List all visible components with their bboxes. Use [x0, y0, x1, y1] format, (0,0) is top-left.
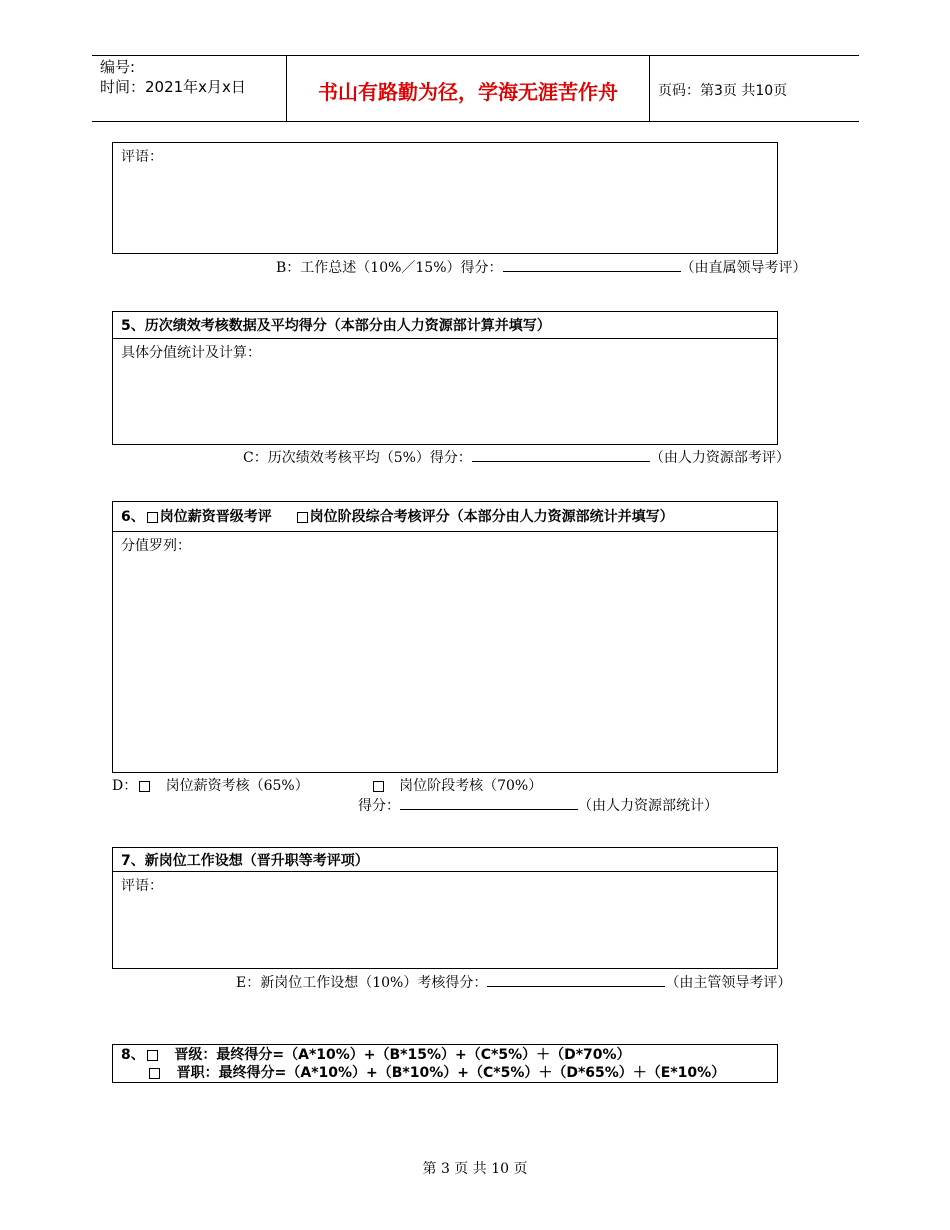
- header-code-label: 编号:: [100, 58, 136, 76]
- salary-upgrade-checkbox[interactable]: [147, 512, 158, 523]
- e-score-suffix: （由主管领导考评）: [665, 975, 792, 991]
- final-score-row-upgrade: [113, 1046, 777, 1064]
- header-time-label: 时间：2021年x月x日: [100, 78, 246, 96]
- page-footer: 第 3 页 共 10 页: [422, 1161, 528, 1177]
- section-6-body[interactable]: 分值罗列：: [121, 538, 191, 554]
- header-meta: [100, 57, 246, 97]
- header-page-label: 页码：第3页 共10页: [658, 83, 788, 99]
- b-score-prefix: B：工作总述（10%／15%）得分：: [276, 260, 503, 276]
- c-score-suffix: （由人力资源部考评）: [649, 450, 790, 466]
- section-8-num: 8、: [121, 1047, 145, 1063]
- d-opt2-checkbox[interactable]: [373, 781, 384, 792]
- section-6-box: [112, 501, 778, 773]
- d-opt1-checkbox[interactable]: [139, 781, 150, 792]
- section-5-body[interactable]: 具体分值统计及计算：: [121, 345, 261, 361]
- d-score-blank[interactable]: [400, 795, 578, 810]
- header-top-rule: [92, 55, 859, 56]
- promotion-formula: 晋职：最终得分=（A*10%）+（B*10%）+（C*5%）＋（D*65%）＋（E*10%）: [176, 1065, 726, 1081]
- upgrade-checkbox[interactable]: [147, 1050, 158, 1061]
- header-motto: 书山有路勤为径，学海无涯苦作舟: [318, 80, 618, 104]
- promotion-checkbox[interactable]: [149, 1068, 160, 1079]
- section-6-opt1: 岗位薪资晋级考评: [159, 509, 272, 525]
- d-score-prefix: 得分：: [358, 798, 400, 814]
- c-score-line: [243, 447, 790, 467]
- header-bottom-rule: [92, 121, 859, 122]
- stage-review-checkbox[interactable]: [297, 512, 308, 523]
- section-6-num: 6、: [121, 509, 145, 525]
- section-7-box: [112, 847, 778, 969]
- d-score-line-2: [358, 795, 718, 815]
- b-score-line: [276, 257, 807, 277]
- section-7-body[interactable]: 评语：: [121, 878, 163, 894]
- c-score-blank[interactable]: [472, 447, 650, 462]
- section-6-opt2: 岗位阶段综合考核评分（本部分由人力资源部统计并填写）: [309, 509, 674, 525]
- d-opt2-label: 岗位阶段考核（70%）: [399, 778, 543, 794]
- d-opt1-label: 岗位薪资考核（65%）: [165, 778, 309, 794]
- e-score-prefix: E：新岗位工作设想（10%）考核得分：: [236, 975, 488, 991]
- upgrade-formula: 晋级：最终得分=（A*10%）+（B*15%）+（C*5%）＋（D*70%）: [174, 1047, 631, 1063]
- final-score-row-promotion: [113, 1064, 777, 1082]
- e-score-blank[interactable]: [487, 972, 665, 987]
- d-score-label: D：: [112, 778, 138, 794]
- section-5-title: 5、历次绩效考核数据及平均得分（本部分由人力资源部计算并填写）: [113, 312, 777, 339]
- comment-box[interactable]: [112, 142, 778, 254]
- section-8-box: [112, 1044, 778, 1083]
- section-6-title: [113, 502, 777, 532]
- d-score-line-1: [112, 775, 542, 795]
- b-score-blank[interactable]: [503, 257, 681, 272]
- section-5-box: [112, 311, 778, 445]
- comment-box-label: 评语：: [121, 149, 163, 165]
- b-score-suffix: （由直属领导考评）: [680, 260, 807, 276]
- c-score-prefix: C：历次绩效考核平均（5%）得分：: [243, 450, 472, 466]
- header-divider-right: [649, 55, 650, 121]
- section-7-title: 7、新岗位工作设想（晋升职等考评项）: [113, 848, 777, 872]
- e-score-line: [236, 972, 791, 992]
- d-score-suffix: （由人力资源部统计）: [578, 798, 718, 814]
